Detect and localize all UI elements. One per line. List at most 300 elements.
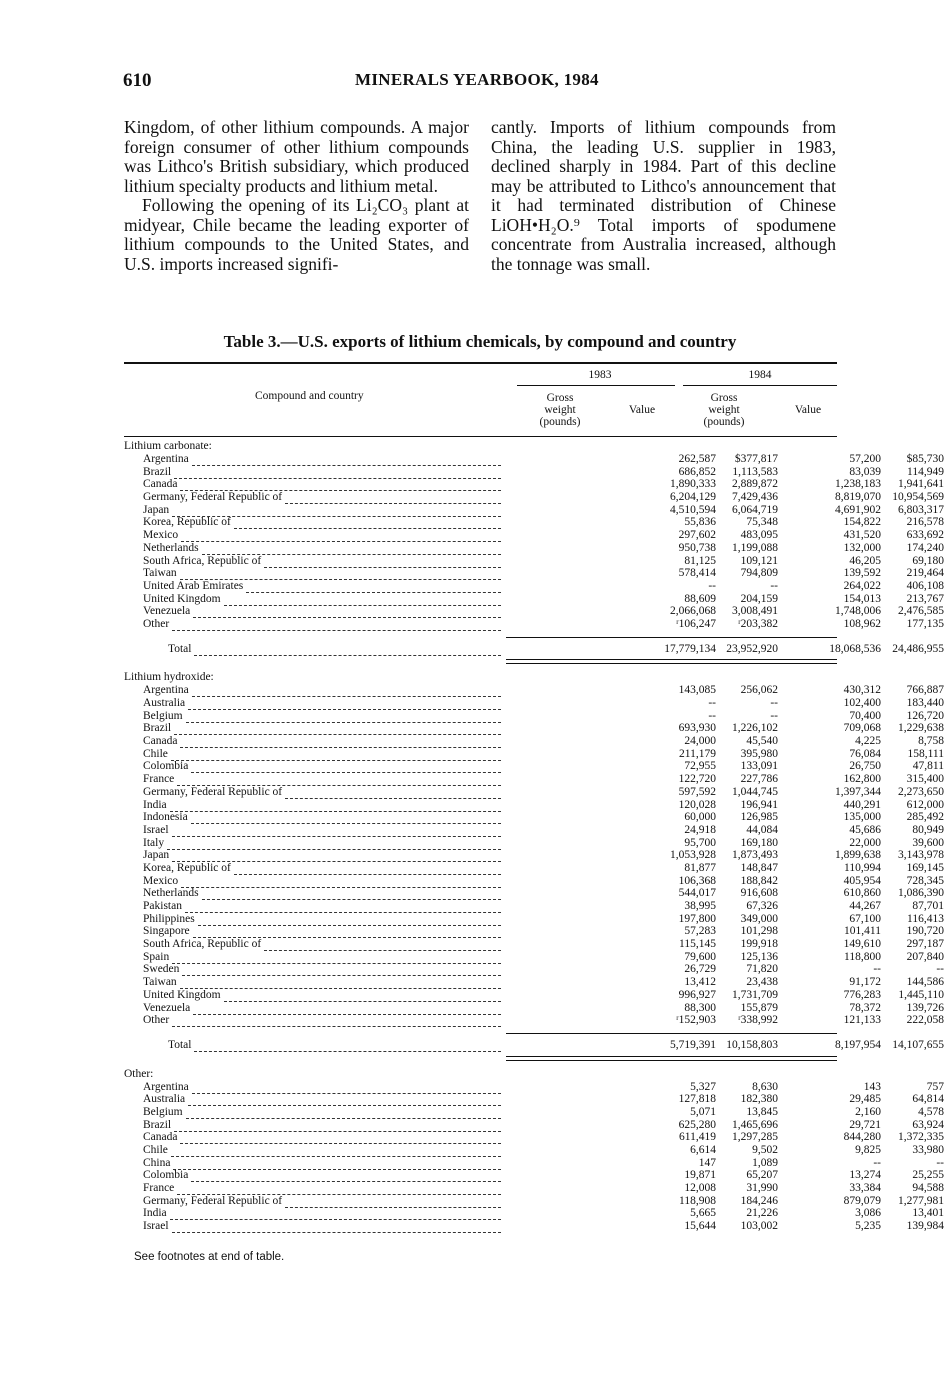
value-cell: 57,200 xyxy=(849,453,881,465)
value-header-1983: Value xyxy=(628,404,656,416)
value-cell: 844,280 xyxy=(843,1131,881,1144)
table-row xyxy=(124,1207,944,1220)
table-row xyxy=(124,760,944,773)
country-label: China xyxy=(143,1156,171,1169)
leader-dots xyxy=(188,697,501,710)
value-cell: 227,786 xyxy=(740,773,778,786)
table-row xyxy=(124,1118,944,1132)
value-cell: 12,008 xyxy=(684,1182,716,1195)
value-cell: 2,476,585 xyxy=(898,605,944,618)
value-cell: 39,600 xyxy=(912,836,944,849)
value-cell: 9,502 xyxy=(752,1144,778,1156)
gross-weight-header-1984: Gross weight (pounds) xyxy=(703,392,745,428)
table-row xyxy=(124,465,944,479)
value-cell: 431,520 xyxy=(843,529,881,542)
leader-dots xyxy=(174,722,501,735)
total-row xyxy=(124,1038,944,1052)
value-cell: 23,952,920 xyxy=(726,642,778,655)
value-cell: 19,871 xyxy=(684,1169,716,1182)
value-cell: 120,028 xyxy=(678,798,716,811)
value-cell: 116,413 xyxy=(907,912,944,925)
value-cell: 38,995 xyxy=(684,900,716,912)
value-cell: 88,609 xyxy=(684,592,716,605)
year-1983-header: 1983 xyxy=(588,369,612,381)
sum-rule xyxy=(506,1033,837,1034)
value-cell: 17,779,134 xyxy=(664,642,716,655)
table-top-rule xyxy=(124,362,837,364)
leader-dots xyxy=(193,925,501,938)
leader-dots xyxy=(192,684,501,697)
value-cell: 612,000 xyxy=(906,798,944,811)
value-cell: 13,845 xyxy=(746,1105,778,1118)
value-cell: 65,207 xyxy=(746,1169,778,1182)
value-cell: 5,719,391 xyxy=(670,1038,716,1051)
value-cell: 1,199,088 xyxy=(732,541,778,554)
country-label: Mexico xyxy=(143,529,179,542)
value-cell: 1,873,493 xyxy=(732,849,778,862)
leader-dots xyxy=(234,862,501,875)
leader-dots xyxy=(177,1182,501,1195)
value-cell: 139,592 xyxy=(843,567,881,580)
leader-dots xyxy=(224,989,501,1002)
value-cell: 1,890,333 xyxy=(670,478,716,491)
leader-dots xyxy=(224,593,501,606)
value-cell: 88,300 xyxy=(684,1001,716,1014)
value-cell: 147 xyxy=(698,1156,716,1169)
table-row xyxy=(124,836,944,850)
value-cell: 182,380 xyxy=(740,1093,778,1106)
section-heading: Other: xyxy=(124,1067,154,1080)
value-cell: 213,767 xyxy=(906,592,944,605)
double-rule xyxy=(506,1056,837,1061)
value-cell: 24,486,955 xyxy=(892,642,944,655)
leader-dots xyxy=(172,824,501,837)
value-cell: 139,726 xyxy=(906,1001,944,1014)
value-cell: 95,700 xyxy=(684,836,716,849)
value-cell: 1,731,709 xyxy=(732,988,778,1001)
country-label: Israel xyxy=(143,1220,169,1233)
leader-dots xyxy=(191,760,501,773)
value-cell: 13,401 xyxy=(912,1207,944,1220)
value-cell: 24,000 xyxy=(684,735,716,748)
leader-dots xyxy=(285,1195,501,1208)
value-cell: 72,955 xyxy=(684,760,716,773)
exports-table xyxy=(124,440,944,1233)
table-row xyxy=(124,1131,944,1144)
section-heading: Lithium carbonate: xyxy=(124,440,212,452)
country-label: Belgium xyxy=(143,1105,183,1118)
value-cell: 5,235 xyxy=(855,1220,881,1233)
value-cell: 10,954,569 xyxy=(892,491,944,504)
value-cell: 2,160 xyxy=(855,1105,881,1118)
leader-dots xyxy=(234,516,501,529)
leader-dots xyxy=(172,504,501,517)
country-label: Indonesia xyxy=(143,811,188,824)
leader-dots xyxy=(194,1039,501,1052)
table-row xyxy=(124,1001,944,1015)
value-cell: 916,608 xyxy=(740,887,778,900)
value-cell: 94,588 xyxy=(912,1182,944,1195)
table-row xyxy=(124,709,944,723)
section-gap xyxy=(124,1061,837,1068)
text-column-right xyxy=(491,118,836,274)
leader-dots xyxy=(180,976,501,989)
country-label: Italy xyxy=(143,836,165,849)
leader-dots xyxy=(170,799,501,812)
table-row xyxy=(124,823,944,837)
value-cell: 1,229,638 xyxy=(898,722,944,735)
value-cell: 67,100 xyxy=(849,912,881,925)
value-cell: 728,345 xyxy=(906,874,944,887)
leader-dots xyxy=(172,951,501,964)
value-cell: 216,578 xyxy=(906,516,944,529)
value-cell: 101,298 xyxy=(740,925,778,938)
country-label: Argentina xyxy=(143,453,189,465)
section-heading: Lithium hydroxide: xyxy=(124,671,214,684)
value-cell: 5,665 xyxy=(690,1207,716,1220)
value-cell: 55,836 xyxy=(684,516,716,529)
country-label: Japan xyxy=(143,849,170,862)
value-cell: 794,809 xyxy=(740,567,778,580)
country-label: Australia xyxy=(143,697,186,709)
value-cell: 686,852 xyxy=(678,465,716,478)
value-cell: 1,086,390 xyxy=(898,887,944,900)
leader-dots xyxy=(264,555,501,568)
value-cell: 2,066,068 xyxy=(670,605,716,618)
value-cell: 110,994 xyxy=(844,861,881,874)
leader-dots xyxy=(285,491,501,504)
value-cell: 190,720 xyxy=(906,925,944,938)
country-label: Canada xyxy=(143,735,178,748)
value-cell: 483,095 xyxy=(740,529,778,542)
value-cell: 26,750 xyxy=(849,760,881,773)
leader-dots xyxy=(192,1081,501,1094)
table-row xyxy=(124,887,944,900)
year-1984-rule xyxy=(683,385,837,386)
gross-weight-header-1983: Gross weight (pounds) xyxy=(539,392,581,428)
value-cell: 757 xyxy=(926,1080,944,1093)
value-cell: 21,226 xyxy=(746,1207,778,1220)
table-row xyxy=(124,785,944,799)
leader-dots xyxy=(191,1169,501,1182)
value-cell: 25,255 xyxy=(912,1169,944,1182)
leader-dots xyxy=(174,466,501,479)
value-cell: 71,820 xyxy=(746,963,778,976)
value-cell: 143,085 xyxy=(678,684,716,697)
value-cell: 611,419 xyxy=(679,1131,716,1144)
country-label: Germany, Federal Republic of xyxy=(143,1194,283,1207)
value-cell: 169,180 xyxy=(740,836,778,849)
table-row xyxy=(124,811,944,824)
value-cell: 1,238,183 xyxy=(835,478,881,491)
value-cell: 154,822 xyxy=(843,516,881,529)
value-cell: ʳ338,992 xyxy=(738,1014,778,1027)
value-cell: 1,226,102 xyxy=(732,722,778,735)
value-cell: 211,179 xyxy=(679,747,716,760)
country-label: Brazil xyxy=(143,722,172,735)
value-cell: 430,312 xyxy=(843,684,881,697)
value-cell: 78,372 xyxy=(849,1001,881,1014)
country-label: Canada xyxy=(143,1131,178,1144)
value-cell: 81,877 xyxy=(684,861,716,874)
leader-dots xyxy=(171,1144,501,1157)
value-cell: 13,412 xyxy=(684,976,716,989)
leader-dots xyxy=(191,811,501,824)
value-cell: 162,800 xyxy=(843,773,881,786)
value-cell: 13,274 xyxy=(849,1169,881,1182)
running-title: MINERALS YEARBOOK, 1984 xyxy=(355,70,599,89)
value-cell: 31,990 xyxy=(746,1182,778,1195)
value-cell: 264,022 xyxy=(843,579,881,592)
table-row xyxy=(124,1105,944,1119)
value-cell: 5,327 xyxy=(690,1080,716,1093)
value-cell: 15,644 xyxy=(684,1220,716,1233)
value-cell: 1,445,110 xyxy=(898,988,944,1001)
value-cell: 57,283 xyxy=(684,925,716,938)
country-label: Mexico xyxy=(143,874,179,887)
value-cell: 132,000 xyxy=(843,541,881,554)
country-label: Canada xyxy=(143,478,178,491)
table-row xyxy=(124,579,944,593)
value-cell: 125,136 xyxy=(740,950,778,963)
value-cell: 14,107,655 xyxy=(892,1038,944,1051)
value-cell: -- xyxy=(936,963,944,976)
value-cell: 183,440 xyxy=(906,697,944,709)
country-label: Belgium xyxy=(143,709,183,722)
country-label: Germany, Federal Republic of xyxy=(143,785,283,798)
value-cell: 122,720 xyxy=(678,773,716,786)
country-label: Israel xyxy=(143,823,169,836)
leader-dots xyxy=(172,618,501,631)
value-cell: 1,941,641 xyxy=(898,478,944,491)
country-label: Australia xyxy=(143,1093,186,1106)
table-row xyxy=(124,529,944,542)
value-cell: 139,984 xyxy=(906,1220,944,1233)
country-label: France xyxy=(143,1182,175,1195)
leader-dots xyxy=(173,1157,501,1170)
value-cell: 776,283 xyxy=(843,988,881,1001)
value-cell: 148,847 xyxy=(740,861,778,874)
table-row xyxy=(124,1182,944,1195)
leader-dots xyxy=(181,875,501,888)
total-label: Total xyxy=(168,1038,192,1051)
value-cell: 154,013 xyxy=(843,592,881,605)
table-row xyxy=(124,747,944,761)
leader-dots xyxy=(188,1093,501,1106)
value-cell: 169,145 xyxy=(906,861,944,874)
leader-dots xyxy=(193,605,501,618)
value-cell: -- xyxy=(770,579,778,592)
table-row xyxy=(124,735,944,748)
value-cell: 3,008,491 xyxy=(732,605,778,618)
value-cell: 144,586 xyxy=(906,976,944,989)
value-cell: 440,291 xyxy=(843,798,881,811)
table-row xyxy=(124,1014,944,1027)
country-label: South Africa, Republic of xyxy=(143,938,262,951)
value-cell: 996,927 xyxy=(678,988,716,1001)
year-1984-header: 1984 xyxy=(748,369,772,381)
value-cell: 10,158,803 xyxy=(726,1038,778,1051)
value-cell: 5,071 xyxy=(690,1105,716,1118)
header-bottom-rule xyxy=(124,436,837,437)
section-gap xyxy=(124,664,837,671)
value-cell: 45,686 xyxy=(849,823,881,836)
value-cell: 395,980 xyxy=(740,747,778,760)
country-label: Taiwan xyxy=(143,976,177,989)
value-cell: 262,587 xyxy=(678,453,716,465)
leader-dots xyxy=(186,710,501,723)
value-cell: 29,721 xyxy=(849,1118,881,1131)
text-column-left xyxy=(124,118,469,274)
country-label: United Kingdom xyxy=(143,988,221,1001)
country-label: Chile xyxy=(143,1144,168,1156)
value-cell: 47,811 xyxy=(912,760,944,773)
value-cell: 7,429,436 xyxy=(732,491,778,504)
table-row xyxy=(124,798,944,812)
value-cell: 22,000 xyxy=(849,836,881,849)
value-cell: 149,610 xyxy=(843,938,881,951)
value-cell: 188,842 xyxy=(740,874,778,887)
country-label: Venezuela xyxy=(143,1001,191,1014)
country-label: United Arab Emirates xyxy=(143,579,244,592)
country-label: Germany, Federal Republic of xyxy=(143,491,283,504)
value-cell: 44,084 xyxy=(746,823,778,836)
value-cell: 44,267 xyxy=(849,900,881,912)
value-cell: 199,918 xyxy=(740,938,778,951)
value-cell: 405,954 xyxy=(843,874,881,887)
leader-dots xyxy=(202,542,501,555)
leader-dots xyxy=(264,938,501,951)
value-cell: 135,000 xyxy=(843,811,881,824)
value-cell: 219,464 xyxy=(906,567,944,580)
country-label: Philippines xyxy=(143,912,195,925)
country-label: Brazil xyxy=(143,1118,172,1131)
value-cell: 197,800 xyxy=(678,912,716,925)
table-row xyxy=(124,874,944,888)
leader-dots xyxy=(193,1002,501,1015)
value-cell: 3,086 xyxy=(855,1207,881,1220)
country-label: Sweden xyxy=(143,963,180,976)
value-cell: 91,172 xyxy=(849,976,881,989)
value-cell: 766,887 xyxy=(906,684,944,697)
leader-dots xyxy=(202,887,501,900)
value-cell: 297,187 xyxy=(906,938,944,951)
value-cell: 196,941 xyxy=(740,798,778,811)
value-cell: 184,246 xyxy=(740,1194,778,1207)
value-cell: 315,400 xyxy=(906,773,944,786)
double-rule xyxy=(506,659,837,664)
value-cell: 544,017 xyxy=(678,887,716,900)
table-row xyxy=(124,592,944,606)
value-header-1984: Value xyxy=(794,404,822,416)
table-footnote: See footnotes at end of table. xyxy=(134,1251,285,1263)
country-label: Argentina xyxy=(143,684,189,697)
table-row xyxy=(124,938,944,951)
country-label: Japan xyxy=(143,503,170,516)
table-row xyxy=(124,491,944,504)
country-label: United Kingdom xyxy=(143,592,221,605)
value-cell: 1,044,745 xyxy=(732,785,778,798)
table-row xyxy=(124,516,944,529)
value-cell: 597,592 xyxy=(678,785,716,798)
value-cell: 9,825 xyxy=(855,1144,881,1156)
value-cell: 126,985 xyxy=(740,811,778,824)
value-cell: 2,889,872 xyxy=(732,478,778,491)
table-row xyxy=(124,976,944,989)
value-cell: 709,068 xyxy=(843,722,881,735)
value-cell: 109,121 xyxy=(740,554,778,567)
table-row xyxy=(124,617,944,631)
table-row xyxy=(124,503,944,517)
value-cell: 204,159 xyxy=(740,592,778,605)
country-label: Other xyxy=(143,617,170,630)
country-label: India xyxy=(143,798,167,811)
table-row xyxy=(124,1169,944,1182)
value-cell: 256,062 xyxy=(740,684,778,697)
value-cell: 64,814 xyxy=(912,1093,944,1106)
country-label: Singapore xyxy=(143,925,190,938)
country-label: Chile xyxy=(143,747,168,760)
value-cell: 222,058 xyxy=(906,1014,944,1027)
value-cell: 114,949 xyxy=(907,465,944,478)
country-label: Spain xyxy=(143,950,170,963)
leader-dots xyxy=(194,643,501,656)
leader-dots xyxy=(180,478,501,491)
leader-dots xyxy=(167,837,501,850)
value-cell: -- xyxy=(708,697,716,709)
table-row xyxy=(124,1093,944,1106)
country-label: Netherlands xyxy=(143,887,199,900)
value-cell: 6,064,719 xyxy=(732,503,778,516)
country-label: Colombia xyxy=(143,1169,189,1182)
leader-dots xyxy=(172,849,501,862)
table-row xyxy=(124,453,944,466)
table-row xyxy=(124,925,944,938)
country-label: Pakistan xyxy=(143,900,182,912)
value-cell: 126,720 xyxy=(906,709,944,722)
value-cell: 1,297,285 xyxy=(732,1131,778,1144)
value-cell: 80,949 xyxy=(912,823,944,836)
value-cell: -- xyxy=(770,709,778,722)
leader-dots xyxy=(174,1119,501,1132)
total-row xyxy=(124,642,944,656)
table-row xyxy=(124,541,944,555)
value-cell: 133,091 xyxy=(740,760,778,773)
table-row xyxy=(124,697,944,710)
page-number: 610 xyxy=(123,70,152,91)
country-label: France xyxy=(143,773,175,786)
value-cell: -- xyxy=(708,709,716,722)
value-cell: $377,817 xyxy=(734,453,778,465)
value-cell: 1,113,583 xyxy=(732,465,778,478)
value-cell: 102,400 xyxy=(843,697,881,709)
value-cell: -- xyxy=(873,963,881,976)
sum-rule xyxy=(506,637,837,638)
country-label: Netherlands xyxy=(143,541,199,554)
leader-dots xyxy=(182,963,501,976)
value-cell: 177,135 xyxy=(906,617,944,630)
country-label: Korea, Republic of xyxy=(143,861,231,874)
table-row xyxy=(124,900,944,913)
country-label: India xyxy=(143,1207,167,1220)
value-cell: 106,368 xyxy=(678,874,716,887)
value-cell: 29,485 xyxy=(849,1093,881,1106)
value-cell: 45,540 xyxy=(746,735,778,748)
paragraph: cantly. Imports of lithium compounds from China, the leading U.S. supplier in 1983, declined sharply in 1984. Part of this decline may be attributed to Lithco's announcement that it had terminated distribution of Chinese LiOH•H₂O.⁹ Total imports of spodumene concentrate from Australia increased, although the tonnage was small. xyxy=(491,117,836,274)
value-cell: 70,400 xyxy=(849,709,881,722)
country-label: Venezuela xyxy=(143,605,191,618)
value-cell: 46,205 xyxy=(849,554,881,567)
